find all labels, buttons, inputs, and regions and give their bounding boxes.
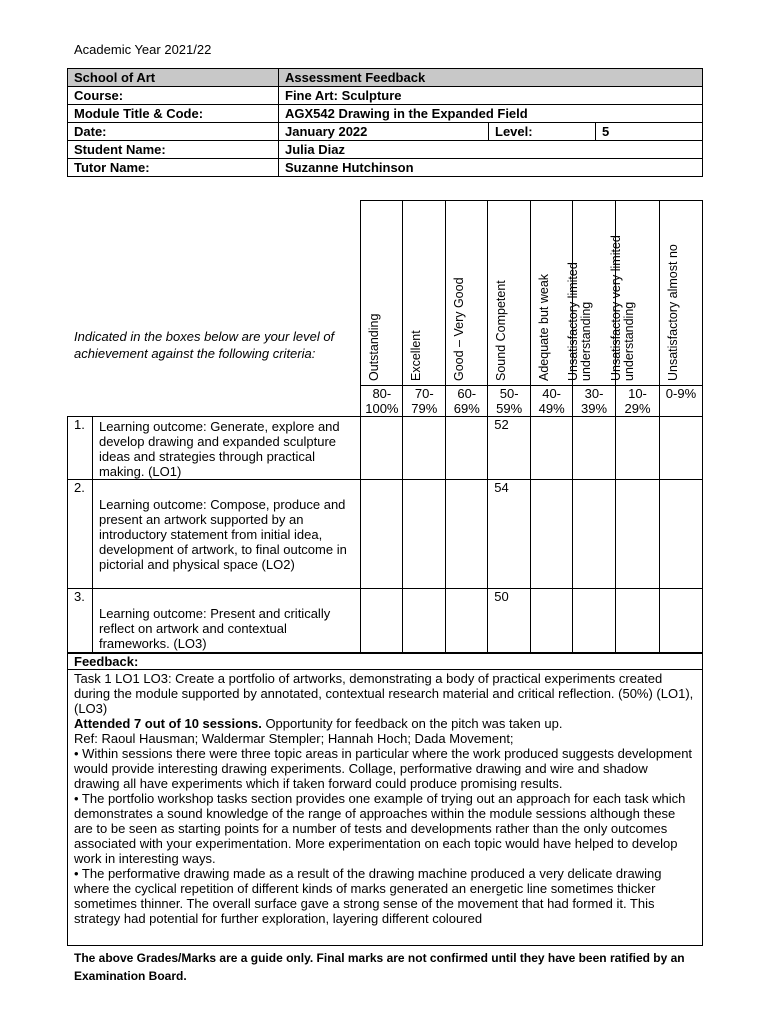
outcome-text: Learning outcome: Generate, explore and develop drawing and expanded sculpture ideas and strategies through practical making. (LO1) <box>92 417 360 480</box>
school-label: School of Art <box>68 69 279 87</box>
feedback-bullet: • The portfolio workshop tasks section provides one example of trying out an approach for each task which demonstrates a sound knowledge of the range of approaches within the module sessions although these are to be seen as starting points for a number of tests and developments rather than the only outcomes associated with your experimentation. More experimentation on each topic would have helped to develop work in interesting ways. <box>74 791 686 866</box>
level-label: Level: <box>489 123 596 141</box>
grade-adequate: Adequate but weak <box>531 201 573 386</box>
range-outstanding: 80-100% <box>361 386 403 417</box>
range-limited: 30-39% <box>573 386 616 417</box>
level-value: 5 <box>596 123 703 141</box>
range-almost-no: 0-9% <box>659 386 702 417</box>
outcome-text: Learning outcome: Present and critically reflect on artwork and contextual frameworks. (LO3) <box>92 589 360 653</box>
range-excellent: 70-79% <box>403 386 446 417</box>
feedback-bullet: • Within sessions there were three topic areas in particular where the work produced suggests development would provide interesting drawing experiments. Collage, performative drawing and wire and shadow drawing all have experiments which if taken forward could produce promising results. <box>74 746 693 791</box>
feedback-bullet: • The performative drawing made as a result of the drawing machine produced a very delicate drawing where the cyclical repetition of different kinds of marks generated an energetic line sometimes thicker sometimes thinner. The overall surface gave a strong sense of the movement that had formed it. This strategy had potential for further exploration, layering different coloured <box>74 866 662 926</box>
range-good: 60-69% <box>446 386 488 417</box>
grade-almost-no: Unsatisfactory almost no <box>659 201 702 386</box>
criteria-intro: Indicated in the boxes below are your level of achievement against the following criteria: <box>74 329 335 361</box>
feedback-task: Task 1 LO1 LO3: Create a portfolio of artworks, demonstrating a body of practical experiments created during the module supported by annotated, contextual research material and critical reflection. (50%) (LO1), (LO3) <box>74 671 694 716</box>
module-label: Module Title & Code: <box>68 105 279 123</box>
student-label: Student Name: <box>68 141 279 159</box>
feedback-references: Ref: Raoul Hausman; Waldermar Stempler; Hannah Hoch; Dada Movement; <box>74 731 514 746</box>
course-label: Course: <box>68 87 279 105</box>
attendance-bold: Attended 7 out of 10 sessions. <box>74 716 262 731</box>
outcome-number: 2. <box>68 480 93 589</box>
outcome-text: Learning outcome: Compose, produce and present an artwork supported by an introductory statement from initial idea, development of artwork, to final outcome in pictorial and physical space (LO2) <box>92 480 360 589</box>
footer-note: The above Grades/Marks are a guide only. Final marks are not confirmed until they have been ratified by an Examination Board. <box>74 951 685 983</box>
range-sound: 50-59% <box>488 386 531 417</box>
course-value: Fine Art: Sculpture <box>279 87 703 105</box>
feedback-heading: Feedback: <box>68 654 702 670</box>
outcome-mark: 50 <box>488 589 531 653</box>
academic-year: Academic Year 2021/22 <box>74 42 212 57</box>
feedback-body <box>68 670 702 926</box>
outcome-number: 3. <box>68 589 93 653</box>
student-value: Julia Diaz <box>279 141 703 159</box>
tutor-value: Suzanne Hutchinson <box>279 159 703 177</box>
grade-excellent: Excellent <box>403 201 446 386</box>
grade-sound: Sound Competent <box>488 201 531 386</box>
feedback-box <box>67 653 703 946</box>
tutor-label: Tutor Name: <box>68 159 279 177</box>
grade-outstanding: Outstanding <box>361 201 403 386</box>
form-title: Assessment Feedback <box>279 69 703 87</box>
header-table <box>67 68 703 177</box>
date-value: January 2022 <box>279 123 489 141</box>
grade-limited: Unsatisfactory limited understanding <box>573 201 616 386</box>
feedback-attendance <box>74 716 696 731</box>
module-value: AGX542 Drawing in the Expanded Field <box>279 105 703 123</box>
range-adequate: 40-49% <box>531 386 573 417</box>
outcome-mark: 52 <box>488 417 531 480</box>
criteria-table <box>67 200 703 653</box>
date-label: Date: <box>68 123 279 141</box>
attendance-rest: Opportunity for feedback on the pitch was taken up. <box>261 716 563 731</box>
grade-very-limited: Unsatisfactory very limited understanding <box>616 201 660 386</box>
range-very-limited: 10-29% <box>616 386 660 417</box>
outcome-mark: 54 <box>488 480 531 589</box>
outcome-number: 1. <box>68 417 93 480</box>
grade-good: Good – Very Good <box>446 201 488 386</box>
